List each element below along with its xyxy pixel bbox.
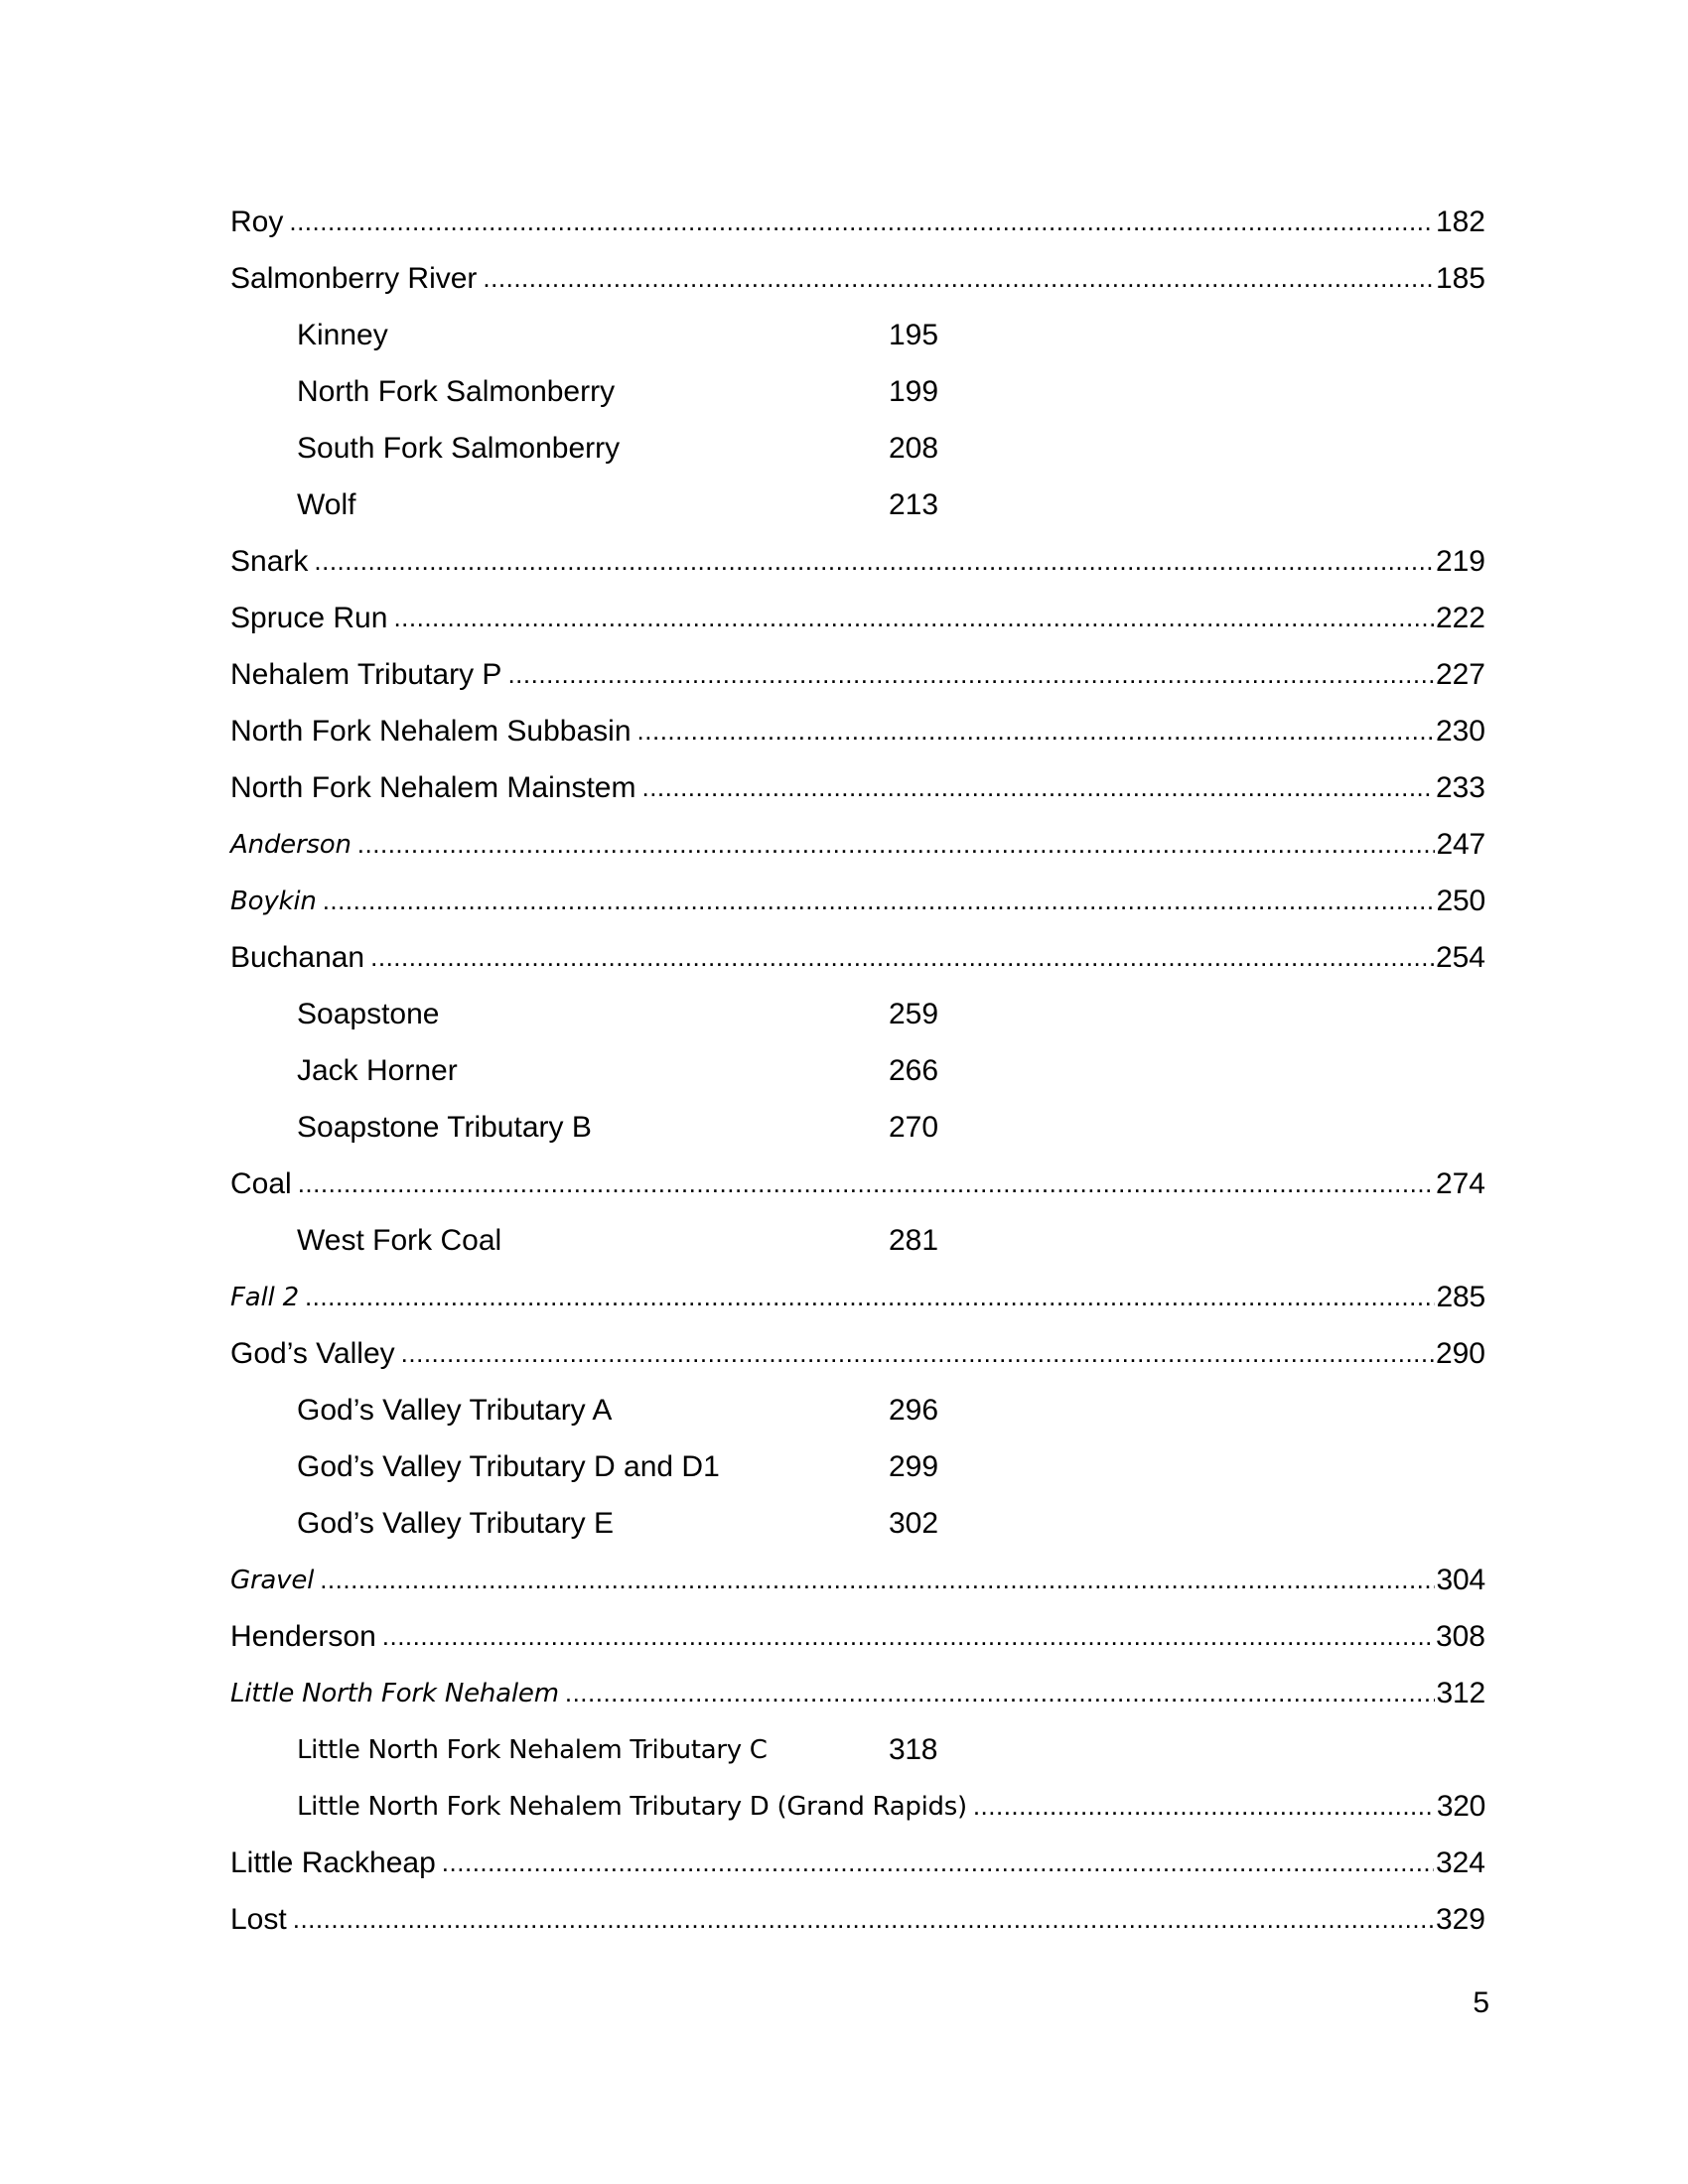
toc-entry-page: 233 xyxy=(1435,770,1485,804)
toc-entry-page: 312 xyxy=(1436,1676,1485,1709)
toc-entry-title: Salmonberry River xyxy=(230,261,478,295)
toc-entry-title: Fall 2 xyxy=(230,1282,299,1312)
toc-entry[interactable] xyxy=(230,533,1485,590)
toc-entry-page: 199 xyxy=(889,374,939,408)
dot-leader xyxy=(442,1847,1434,1878)
dot-leader xyxy=(565,1678,1435,1708)
toc-entry-title: Little North Fork Nehalem xyxy=(230,1678,559,1708)
toc-entry-title: Buchanan xyxy=(230,940,365,974)
toc-entry-page: 304 xyxy=(1436,1563,1485,1596)
toc-entry[interactable] xyxy=(230,194,1485,250)
toc-entry[interactable] xyxy=(230,1835,1485,1891)
dot-leader xyxy=(393,603,1434,633)
toc-entry-page: 219 xyxy=(1435,544,1485,578)
toc-entry-page: 208 xyxy=(889,431,939,465)
toc-entry-title: North Fork Salmonberry xyxy=(297,374,616,408)
toc-entry-title: Anderson xyxy=(230,829,352,860)
toc-entry-title: Nehalem Tributary P xyxy=(230,657,502,691)
toc-entry[interactable] xyxy=(230,477,1485,533)
dot-leader xyxy=(320,1565,1434,1595)
toc-entry[interactable] xyxy=(230,703,1485,759)
toc-entry[interactable] xyxy=(230,1438,1485,1495)
toc-entry-page: 259 xyxy=(889,997,939,1030)
toc-entry[interactable] xyxy=(230,1382,1485,1438)
toc-entry[interactable] xyxy=(230,646,1485,703)
toc-entry[interactable] xyxy=(230,1212,1485,1269)
toc-entry-title: Lost xyxy=(230,1902,287,1936)
toc-entry-page: 296 xyxy=(889,1393,939,1427)
dot-leader xyxy=(357,829,1435,860)
toc-entry-page: 285 xyxy=(1436,1280,1485,1313)
dot-leader xyxy=(305,1282,1435,1312)
toc-entry[interactable] xyxy=(230,986,1485,1042)
toc-entry-title: South Fork Salmonberry xyxy=(297,431,621,465)
dot-leader xyxy=(289,206,1434,237)
toc-entry[interactable] xyxy=(230,1778,1485,1835)
toc-entry[interactable] xyxy=(230,1891,1485,1948)
toc-entry-page: 320 xyxy=(1436,1789,1485,1823)
toc-entry[interactable] xyxy=(230,929,1485,986)
toc-entry[interactable] xyxy=(230,1269,1485,1325)
page-number: 5 xyxy=(1473,1986,1489,2019)
toc-entry-title: Jack Horner xyxy=(297,1053,458,1087)
toc-entry-title: Little North Fork Nehalem Tributary D (Grand Rapids) xyxy=(297,1791,967,1822)
toc-entry[interactable] xyxy=(230,1099,1485,1156)
toc-entry-title: Gravel xyxy=(230,1565,315,1595)
toc-entry[interactable] xyxy=(230,1665,1485,1721)
toc-entry[interactable] xyxy=(230,1495,1485,1552)
toc-entry-title: Soapstone Tributary B xyxy=(297,1110,592,1144)
toc-entry-title: North Fork Nehalem Subbasin xyxy=(230,714,632,748)
toc-entry[interactable] xyxy=(230,363,1485,420)
toc-entry-page: 308 xyxy=(1435,1619,1485,1653)
toc-entry-page: 254 xyxy=(1435,940,1485,974)
dot-leader xyxy=(641,772,1433,803)
toc-entry-page: 274 xyxy=(1435,1166,1485,1200)
toc-entry-title: Soapstone xyxy=(297,997,440,1030)
dot-leader xyxy=(483,263,1434,294)
dot-leader xyxy=(314,546,1434,577)
toc-entry-title: God’s Valley xyxy=(230,1336,395,1370)
toc-entry-title: God’s Valley Tributary E xyxy=(297,1506,615,1540)
toc-entry[interactable] xyxy=(230,816,1485,873)
toc-entry[interactable] xyxy=(230,1721,1485,1778)
toc-entry[interactable] xyxy=(230,1608,1485,1665)
toc-entry-page: 247 xyxy=(1436,827,1485,861)
dot-leader xyxy=(382,1621,1434,1652)
toc-entry-title: Wolf xyxy=(297,487,356,521)
toc-entry-title: West Fork Coal xyxy=(297,1223,502,1257)
toc-entry[interactable] xyxy=(230,1156,1485,1212)
toc-entry[interactable] xyxy=(230,307,1485,363)
toc-entry-page: 329 xyxy=(1435,1902,1485,1936)
toc-entry[interactable] xyxy=(230,590,1485,646)
toc-entry[interactable] xyxy=(230,420,1485,477)
toc-entry-page: 182 xyxy=(1435,205,1485,238)
toc-entry-title: Spruce Run xyxy=(230,601,388,634)
toc-entry-title: God’s Valley Tributary A xyxy=(297,1393,613,1427)
dot-leader xyxy=(507,659,1433,690)
toc-entry-title: Boykin xyxy=(230,886,317,916)
toc-entry[interactable] xyxy=(230,1042,1485,1099)
toc-entry-title: Henderson xyxy=(230,1619,376,1653)
table-of-contents xyxy=(230,194,1485,1948)
toc-entry-page: 299 xyxy=(889,1449,939,1483)
dot-leader xyxy=(370,942,1434,973)
toc-entry-page: 270 xyxy=(889,1110,939,1144)
toc-entry-page: 302 xyxy=(889,1506,939,1540)
toc-entry-page: 230 xyxy=(1435,714,1485,748)
toc-entry-page: 185 xyxy=(1435,261,1485,295)
toc-entry-page: 318 xyxy=(889,1732,938,1766)
dot-leader xyxy=(323,886,1435,916)
toc-entry-title: North Fork Nehalem Mainstem xyxy=(230,770,636,804)
dot-leader xyxy=(401,1338,1434,1369)
toc-entry-page: 290 xyxy=(1435,1336,1485,1370)
toc-entry[interactable] xyxy=(230,1552,1485,1608)
toc-entry-page: 250 xyxy=(1436,884,1485,917)
toc-entry-page: 266 xyxy=(889,1053,939,1087)
toc-entry[interactable] xyxy=(230,759,1485,816)
toc-entry-page: 222 xyxy=(1435,601,1485,634)
toc-entry[interactable] xyxy=(230,1325,1485,1382)
dot-leader xyxy=(973,1791,1435,1822)
toc-entry-page: 227 xyxy=(1435,657,1485,691)
toc-entry-title: Little Rackheap xyxy=(230,1845,436,1879)
dot-leader xyxy=(637,716,1434,747)
toc-entry-title: God’s Valley Tributary D and D1 xyxy=(297,1449,720,1483)
toc-entry-title: Snark xyxy=(230,544,309,578)
dot-leader xyxy=(298,1168,1434,1199)
toc-entry-page: 195 xyxy=(889,318,939,351)
toc-entry-page: 213 xyxy=(889,487,939,521)
toc-entry-title: Roy xyxy=(230,205,284,238)
toc-entry-title: Coal xyxy=(230,1166,292,1200)
toc-entry-title: Little North Fork Nehalem Tributary C xyxy=(297,1734,768,1765)
toc-entry-title: Kinney xyxy=(297,318,388,351)
toc-entry[interactable] xyxy=(230,873,1485,929)
toc-entry[interactable] xyxy=(230,250,1485,307)
dot-leader xyxy=(293,1904,1434,1935)
toc-entry-page: 281 xyxy=(889,1223,939,1257)
toc-entry-page: 324 xyxy=(1435,1845,1485,1879)
